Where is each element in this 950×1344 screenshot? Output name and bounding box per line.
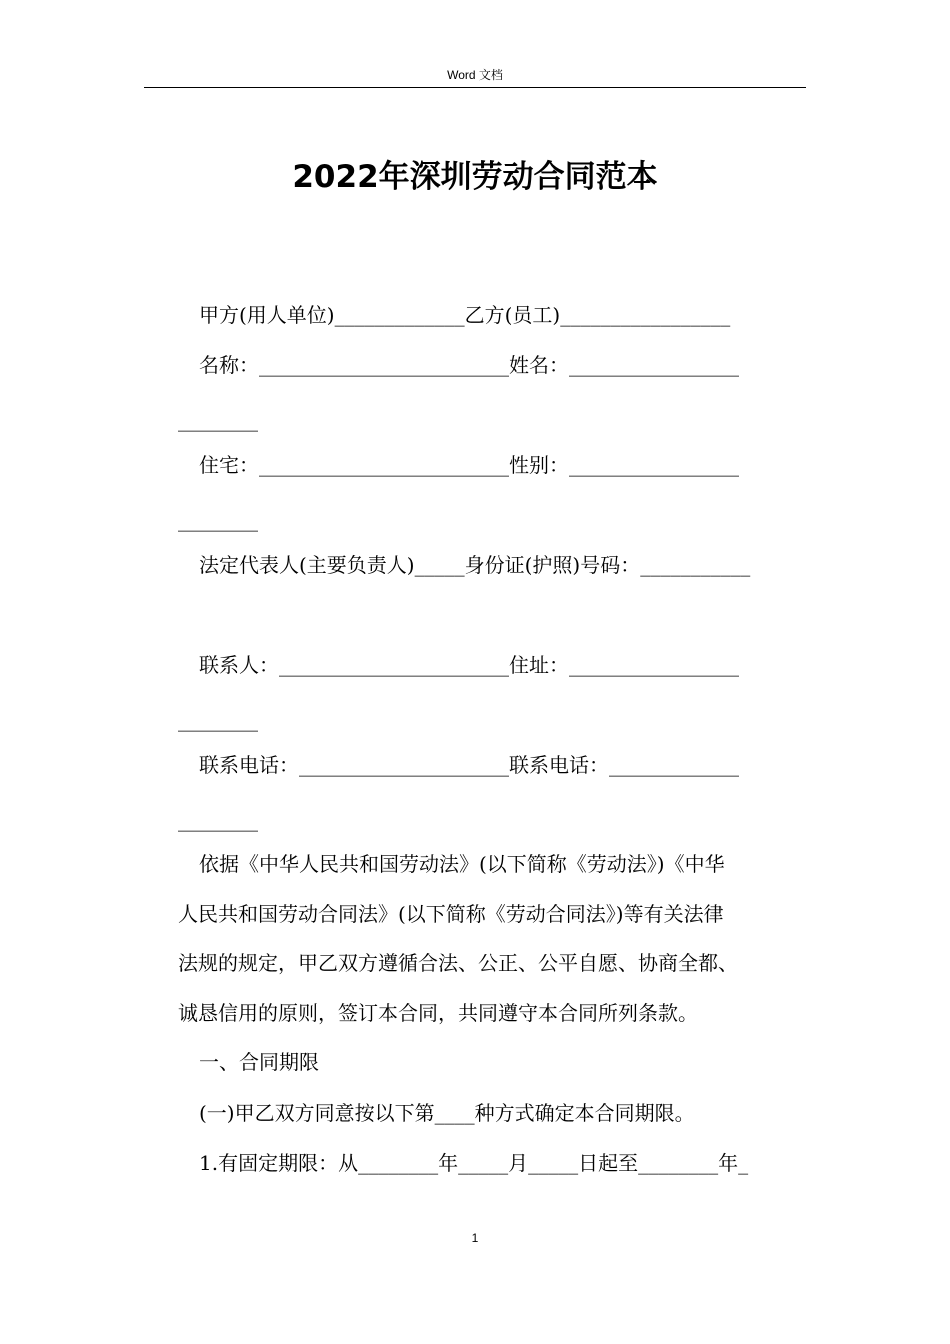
header-label: Word 文档: [447, 68, 503, 82]
name-field-line: 名称：_________________________姓名：_________________: [199, 353, 739, 377]
page-number: 1: [471, 1231, 479, 1245]
residence-field-line: 住宅：_________________________性别：_________________: [199, 453, 739, 477]
clause-fixed-term: 1.有固定期限：从________年_____月_____日起至________年_: [199, 1151, 749, 1175]
preamble-line-3: 法规的规定，甲乙双方遵循合法、公正、公平自愿、协商全都、: [178, 951, 738, 975]
name-field-continuation: ________: [178, 408, 258, 432]
contact-address-line: 联系人：_______________________住址：_________________: [199, 653, 739, 677]
party-labels-line: 甲方(用人单位)_____________乙方(员工)_________________: [199, 303, 731, 327]
contact-address-continuation: ________: [178, 708, 258, 732]
document-title: 2022年深圳劳动合同范本: [292, 159, 658, 195]
legal-rep-id-line: 法定代表人(主要负责人)_____身份证(护照)号码：___________: [199, 553, 751, 577]
preamble-line-2: 人民共和国劳动合同法》(以下简称《劳动合同法》)等有关法律: [178, 902, 724, 926]
section-heading-contract-term: 一、合同期限: [199, 1050, 319, 1074]
header-divider: [144, 87, 806, 88]
phone-field-continuation: ________: [178, 808, 258, 832]
residence-field-continuation: ________: [178, 508, 258, 532]
preamble-line-1: 依据《中华人民共和国劳动法》(以下简称《劳动法》)《中华: [199, 852, 725, 876]
clause-term-method: (一)甲乙双方同意按以下第____种方式确定本合同期限。: [199, 1101, 695, 1125]
preamble-line-4: 诚恳信用的原则，签订本合同，共同遵守本合同所列条款。: [178, 1001, 698, 1025]
phone-field-line: 联系电话：_____________________联系电话：_____________: [199, 753, 739, 777]
